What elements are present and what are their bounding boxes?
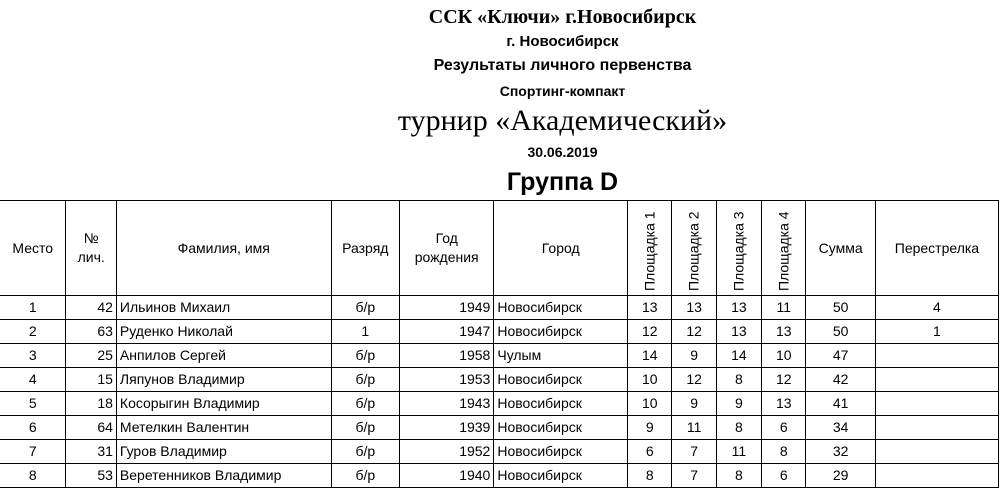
number-cell: 31 xyxy=(66,440,117,464)
range-4-cell: 13 xyxy=(762,320,806,344)
table-row xyxy=(0,392,999,416)
range-3-cell: 11 xyxy=(716,440,761,464)
col-range-2 xyxy=(672,201,716,296)
table-header-row xyxy=(0,201,999,296)
city-cell: Новосибирск xyxy=(494,296,628,320)
city-cell: Новосибирск xyxy=(494,320,628,344)
col-sum: Сумма xyxy=(806,201,875,296)
table-row xyxy=(0,296,999,320)
range-2-cell: 9 xyxy=(672,344,716,368)
rank-cell: б/р xyxy=(331,440,400,464)
sum-cell: 42 xyxy=(806,368,875,392)
sum-cell: 41 xyxy=(806,392,875,416)
range-3-cell: 13 xyxy=(716,320,761,344)
sum-cell: 34 xyxy=(806,416,875,440)
shootoff-cell: 1 xyxy=(875,320,998,344)
range-3-cell: 8 xyxy=(716,416,761,440)
range-2-cell: 12 xyxy=(672,368,716,392)
place-cell: 5 xyxy=(0,392,66,416)
shootoff-cell xyxy=(875,464,998,488)
range-2-cell: 12 xyxy=(672,320,716,344)
col-range-3 xyxy=(716,201,761,296)
name-cell: Веретенников Владимир xyxy=(116,464,331,488)
range-3-cell: 9 xyxy=(716,392,761,416)
year-cell: 1943 xyxy=(400,392,494,416)
name-cell: Метелкин Валентин xyxy=(116,416,331,440)
col-rank: Разряд xyxy=(331,201,400,296)
sum-cell: 32 xyxy=(806,440,875,464)
range-4-cell: 11 xyxy=(762,296,806,320)
range-4-cell: 6 xyxy=(762,416,806,440)
name-cell: Косорыгин Владимир xyxy=(116,392,331,416)
place-cell: 6 xyxy=(0,416,66,440)
rank-cell: б/р xyxy=(331,464,400,488)
range-2-cell: 7 xyxy=(672,440,716,464)
range-4-cell: 13 xyxy=(762,392,806,416)
col-range-4-label: Площадка 4 xyxy=(775,211,792,291)
range-1-cell: 12 xyxy=(628,320,672,344)
table-row xyxy=(0,464,999,488)
rank-cell: б/р xyxy=(331,416,400,440)
city-subtitle: г. Новосибирск xyxy=(506,33,619,50)
sum-cell: 47 xyxy=(806,344,875,368)
results-table xyxy=(0,200,999,488)
col-shootoff: Перестрелка xyxy=(875,201,998,296)
number-cell: 63 xyxy=(66,320,117,344)
year-cell: 1947 xyxy=(400,320,494,344)
range-1-cell: 10 xyxy=(628,368,672,392)
year-cell: 1939 xyxy=(400,416,494,440)
city-cell: Новосибирск xyxy=(494,392,628,416)
range-2-cell: 9 xyxy=(672,392,716,416)
event-date: 30.06.2019 xyxy=(527,144,598,160)
club-title: ССК «Ключи» г.Новосибирск xyxy=(428,6,697,28)
range-3-cell: 8 xyxy=(716,368,761,392)
number-cell: 18 xyxy=(66,392,117,416)
place-cell: 2 xyxy=(0,320,66,344)
number-cell: 53 xyxy=(66,464,117,488)
table-row xyxy=(0,344,999,368)
shootoff-cell xyxy=(875,440,998,464)
col-place: Место xyxy=(0,201,66,296)
col-year: Год рождения xyxy=(400,201,494,296)
range-1-cell: 6 xyxy=(628,440,672,464)
range-3-cell: 13 xyxy=(716,296,761,320)
rank-cell: б/р xyxy=(331,296,400,320)
table-row xyxy=(0,320,999,344)
range-1-cell: 13 xyxy=(628,296,672,320)
rank-cell: б/р xyxy=(331,368,400,392)
year-cell: 1949 xyxy=(400,296,494,320)
range-2-cell: 7 xyxy=(672,464,716,488)
city-cell: Чулым xyxy=(494,344,628,368)
city-cell: Новосибирск xyxy=(494,464,628,488)
range-4-cell: 8 xyxy=(762,440,806,464)
col-name: Фамилия, имя xyxy=(116,201,331,296)
col-range-4 xyxy=(762,201,806,296)
col-range-2-label: Площадка 2 xyxy=(685,211,702,291)
col-number: № лич. xyxy=(66,201,117,296)
results-title: Результаты личного первенства xyxy=(433,57,692,74)
range-3-cell: 8 xyxy=(716,464,761,488)
city-cell: Новосибирск xyxy=(494,416,628,440)
discipline-title: Спортинг-компакт xyxy=(499,83,626,99)
number-cell: 42 xyxy=(66,296,117,320)
place-cell: 4 xyxy=(0,368,66,392)
city-cell: Новосибирск xyxy=(494,440,628,464)
rank-cell: 1 xyxy=(331,320,400,344)
col-range-1-label: Площадка 1 xyxy=(641,211,658,291)
year-cell: 1953 xyxy=(400,368,494,392)
group-title: Группа D xyxy=(506,168,619,196)
place-cell: 7 xyxy=(0,440,66,464)
table-row xyxy=(0,416,999,440)
table-row xyxy=(0,368,999,392)
range-2-cell: 11 xyxy=(672,416,716,440)
col-city: Город xyxy=(494,201,628,296)
name-cell: Ляпунов Владимир xyxy=(116,368,331,392)
place-cell: 1 xyxy=(0,296,66,320)
col-range-3-label: Площадка 3 xyxy=(730,211,747,291)
number-cell: 15 xyxy=(66,368,117,392)
range-1-cell: 10 xyxy=(628,392,672,416)
year-cell: 1940 xyxy=(400,464,494,488)
shootoff-cell xyxy=(875,368,998,392)
rank-cell: б/р xyxy=(331,344,400,368)
tournament-title: турнир «Академический» xyxy=(397,104,728,137)
name-cell: Ильинов Михаил xyxy=(116,296,331,320)
shootoff-cell xyxy=(875,416,998,440)
range-1-cell: 8 xyxy=(628,464,672,488)
range-1-cell: 14 xyxy=(628,344,672,368)
city-cell: Новосибирск xyxy=(494,368,628,392)
shootoff-cell: 4 xyxy=(875,296,998,320)
shootoff-cell xyxy=(875,344,998,368)
name-cell: Гуров Владимир xyxy=(116,440,331,464)
place-cell: 3 xyxy=(0,344,66,368)
name-cell: Анпилов Сергей xyxy=(116,344,331,368)
table-row xyxy=(0,440,999,464)
year-cell: 1952 xyxy=(400,440,494,464)
rank-cell: б/р xyxy=(331,392,400,416)
sum-cell: 50 xyxy=(806,320,875,344)
place-cell: 8 xyxy=(0,464,66,488)
shootoff-cell xyxy=(875,392,998,416)
col-range-1 xyxy=(628,201,672,296)
range-4-cell: 6 xyxy=(762,464,806,488)
sum-cell: 29 xyxy=(806,464,875,488)
sum-cell: 50 xyxy=(806,296,875,320)
year-cell: 1958 xyxy=(400,344,494,368)
range-4-cell: 10 xyxy=(762,344,806,368)
name-cell: Руденко Николай xyxy=(116,320,331,344)
range-3-cell: 14 xyxy=(716,344,761,368)
range-2-cell: 13 xyxy=(672,296,716,320)
number-cell: 64 xyxy=(66,416,117,440)
range-1-cell: 9 xyxy=(628,416,672,440)
range-4-cell: 12 xyxy=(762,368,806,392)
number-cell: 25 xyxy=(66,344,117,368)
